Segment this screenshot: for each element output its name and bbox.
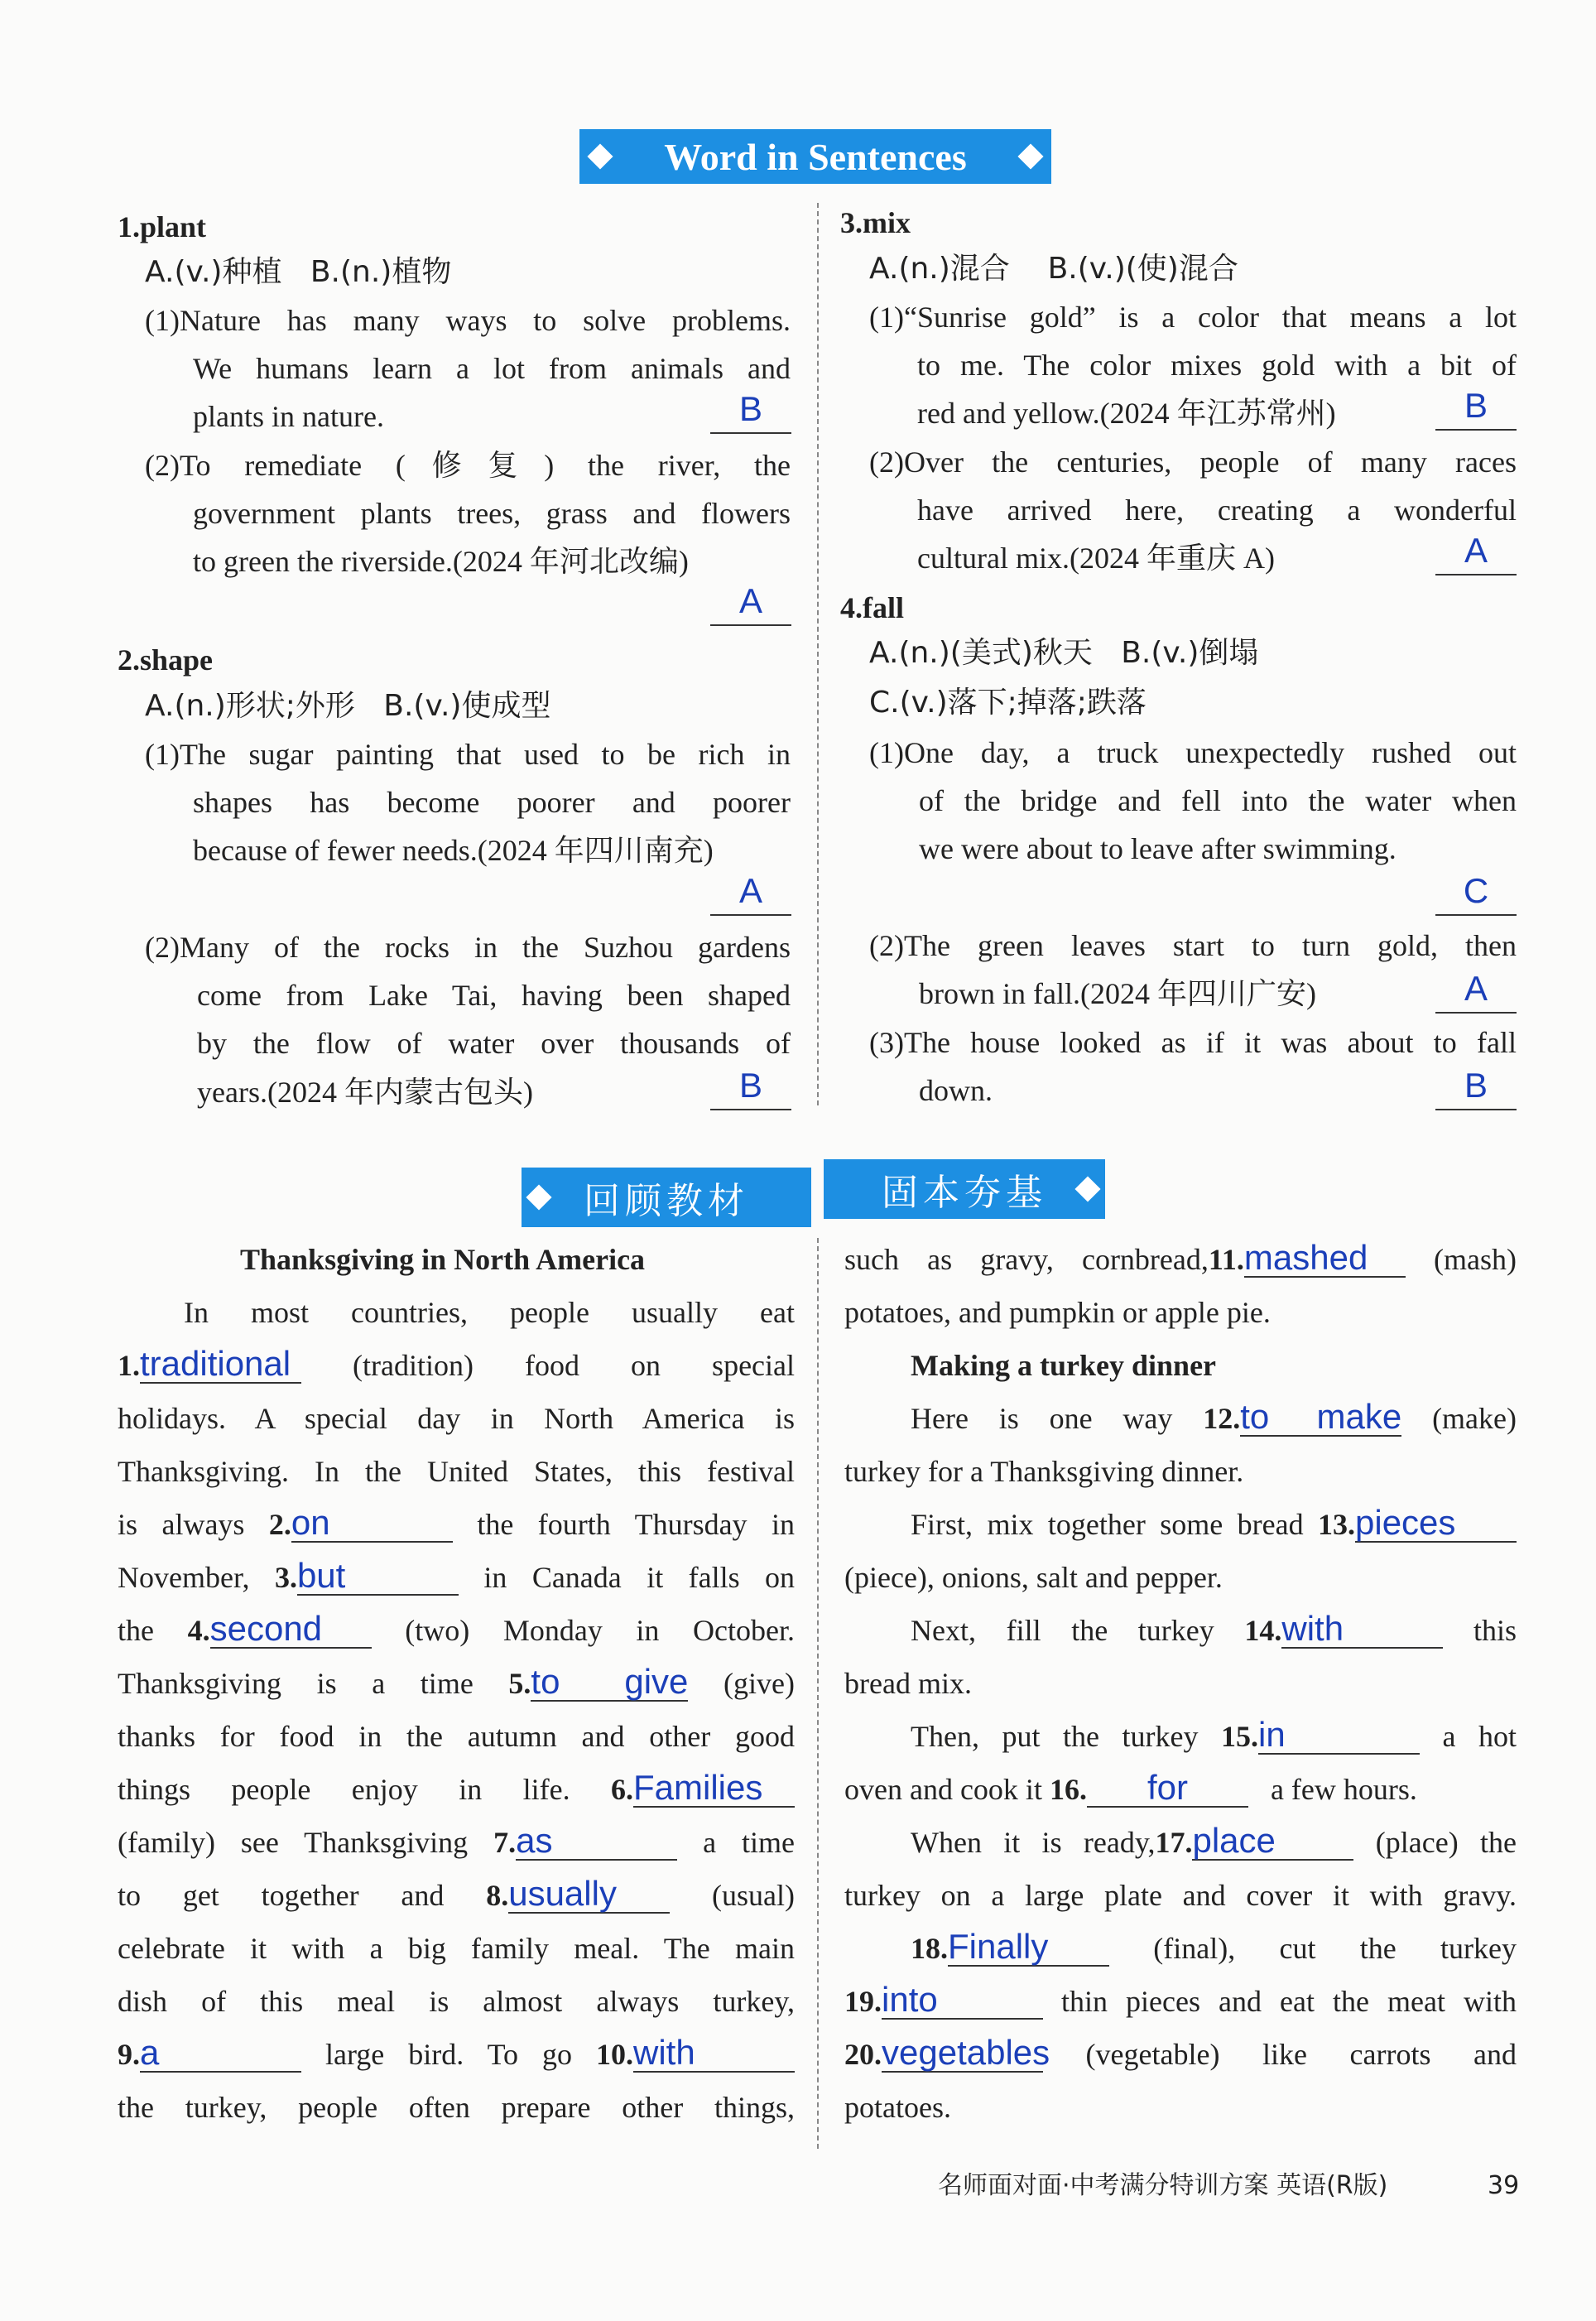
diamond-icon: [526, 1184, 551, 1210]
passage-text: Then, put the turkey: [911, 1720, 1199, 1753]
passage-text: things people enjoy in life.: [118, 1773, 570, 1806]
word-head: 4.fall: [840, 591, 904, 624]
passage-text: Here is one way: [911, 1402, 1173, 1435]
passage-text: When it is ready,: [911, 1826, 1156, 1859]
blank-number: 8.: [486, 1879, 509, 1912]
passage-text: (mash): [1434, 1243, 1517, 1276]
passage-line: bread mix.: [844, 1667, 972, 1700]
answer-blank: vegetables: [882, 2033, 1050, 2072]
sentence-line: government plants trees, grass and flowers: [193, 497, 791, 530]
sentence-line: because of fewer needs.(2024 年四川南充): [193, 834, 714, 867]
sentence-line: (1)The sugar painting that used to be rich in: [145, 738, 791, 771]
sentence-line: come from Lake Tai, having been shaped: [197, 979, 791, 1012]
sentence-line: have arrived here, creating a wonderful: [917, 494, 1517, 527]
passage-text: (usual): [712, 1879, 796, 1912]
blank-number: 16.: [1049, 1773, 1087, 1806]
answer-blank: Families: [633, 1770, 795, 1808]
passage-line: turkey for a Thanksgiving dinner.: [844, 1455, 1244, 1488]
passage-subtitle: Making a turkey dinner: [911, 1349, 1217, 1382]
passage-line: potatoes.: [844, 2091, 951, 2124]
sentence-line: (2)Many of the rocks in the Suzhou gardens: [145, 931, 791, 964]
answer-blank: mashed: [1244, 1240, 1406, 1278]
passage-line: dish of this meal is almost always turkey,: [118, 1985, 795, 2018]
passage-text: oven and cook it: [844, 1773, 1042, 1806]
option: B.(n.)植物: [310, 255, 452, 289]
footer-text: 名师面对面·中考满分特训方案 英语(R版): [938, 2171, 1388, 2200]
option: A.(n.)形状;外形: [145, 689, 355, 723]
passage-line: [844, 1765, 1417, 1813]
sentence-line: red and yellow.(2024 年江苏常州): [917, 397, 1336, 430]
passage-line: [844, 2030, 1517, 2078]
passage-text: large bird. To go: [324, 2038, 573, 2071]
answer-blank: but: [297, 1558, 459, 1596]
passage-text: a time: [703, 1826, 796, 1859]
passage-text: November,: [118, 1561, 250, 1594]
blank-number: 15.: [1220, 1720, 1258, 1753]
answer-blank: Finally: [948, 1929, 1109, 1967]
passage-line: celebrate it with a big family meal. The main: [118, 1932, 795, 1965]
blank-number: 3.: [274, 1561, 297, 1594]
answer: A: [710, 871, 791, 916]
passage-text: to get together and: [118, 1879, 445, 1912]
answer-blank: with: [633, 2034, 795, 2073]
sentence-line: years.(2024 年内蒙古包头): [197, 1076, 533, 1109]
passage-text: thin pieces and eat the meat with: [1061, 1985, 1517, 2018]
review-banner: [522, 1168, 811, 1227]
passage-text: this: [1473, 1614, 1517, 1647]
option: B.(v.)使成型: [383, 689, 551, 723]
sentence-line: (1)Nature has many ways to solve problems.: [145, 304, 791, 337]
sentence-line: (2)To remediate (修复) the river, the: [145, 449, 791, 482]
option: A.(n.)混合: [869, 252, 1010, 286]
answer-blank: on: [291, 1505, 453, 1543]
passage-line: [118, 1871, 795, 1919]
passage-line: [911, 1500, 1517, 1548]
sentence-line: (2)Over the centuries, people of many races: [869, 445, 1517, 479]
passage-line: potatoes, and pumpkin or apple pie.: [844, 1296, 1271, 1329]
passage-line: [118, 1606, 795, 1654]
passage-line: In most countries, people usually eat: [184, 1296, 795, 1329]
diamond-icon: [1017, 143, 1043, 169]
sentence-line: to me. The color mixes gold with a bit of: [917, 349, 1517, 382]
section-banner: [579, 129, 1051, 184]
passage-text: (tradition) food on special: [353, 1349, 796, 1382]
sentence-line: (1)One day, a truck unexpectedly rushed out: [869, 736, 1517, 769]
passage-line: [911, 1712, 1517, 1760]
column-divider: [817, 1238, 819, 2149]
review-banner-2: [824, 1159, 1105, 1219]
passage-line: turkey on a large plate and cover it with gravy.: [844, 1879, 1517, 1912]
sentence-line: (2)The green leaves start to turn gold, then: [869, 929, 1517, 962]
word-options: [145, 248, 658, 296]
answer-blank: into: [882, 1982, 1043, 2020]
passage-line: (piece), onions, salt and pepper.: [844, 1561, 1223, 1594]
passage-text: (family) see Thanksgiving: [118, 1826, 469, 1859]
answer: B: [1435, 386, 1517, 431]
passage-line: [911, 1924, 1517, 1972]
sentence-line: We humans learn a lot from animals and: [193, 352, 791, 385]
answer-blank: traditional: [140, 1346, 301, 1384]
passage-line: [118, 1341, 795, 1389]
passage-text: (place) the: [1375, 1826, 1517, 1859]
passage-text: (vegetable) like carrots and: [1085, 2038, 1517, 2071]
passage-text: (give): [723, 1667, 796, 1700]
blank-number: 1.: [118, 1349, 140, 1382]
blank-number: 5.: [508, 1667, 531, 1700]
section-title: Word in Sentences: [664, 135, 967, 178]
passage-text: First, mix together some bread: [911, 1508, 1304, 1541]
page-number: 39: [1488, 2171, 1520, 2200]
blank-number: 14.: [1244, 1614, 1282, 1647]
answer-blank: in: [1258, 1717, 1420, 1755]
answer-blank: usually: [508, 1876, 670, 1914]
column-divider: [817, 203, 819, 1105]
passage-text: in Canada it falls on: [483, 1561, 796, 1594]
passage-line: [118, 1818, 795, 1866]
answer-blank: to make: [1240, 1397, 1402, 1436]
blank-number: 4.: [187, 1614, 210, 1647]
passage-line: [844, 1977, 1517, 2025]
word-head: 2.shape: [118, 643, 214, 677]
blank-number: 11.: [1208, 1243, 1244, 1276]
sentence-line: of the bridge and fell into the water when: [919, 784, 1517, 817]
passage-line: [118, 2030, 795, 2078]
passage-line: Thanksgiving. In the United States, this festival: [118, 1455, 795, 1488]
sentence-line: plants in nature.: [193, 400, 384, 433]
word-options: [145, 682, 658, 730]
sentence-line: (3)The house looked as if it was about to fall: [869, 1026, 1517, 1059]
blank-number: 9.: [118, 2038, 140, 2071]
passage-line: the turkey, people often prepare other things,: [118, 2091, 795, 2124]
sentence-line: brown in fall.(2024 年四川广安): [919, 977, 1316, 1010]
passage-text: such as gravy, cornbread,: [844, 1243, 1209, 1276]
passage-line: [118, 1553, 795, 1601]
passage-line: holidays. A special day in North America is: [118, 1402, 795, 1435]
passage-line: [118, 1765, 795, 1813]
passage-line: [911, 1606, 1517, 1654]
sentence-line: (1)“Sunrise gold” is a color that means a lot: [869, 301, 1517, 334]
answer-blank: pieces: [1355, 1505, 1517, 1543]
sentence-line: we were about to leave after swimming.: [919, 832, 1396, 865]
answer-blank: as: [516, 1823, 677, 1861]
passage-text: (make): [1432, 1402, 1517, 1435]
sentence-line: to green the riverside.(2024 年河北改编): [193, 545, 689, 578]
passage-text: a few hours.: [1270, 1773, 1417, 1806]
passage-line: [844, 1235, 1517, 1283]
blank-number: 6.: [611, 1773, 633, 1806]
option: B.(v.)(使)混合: [1047, 252, 1238, 286]
blank-number: 20.: [844, 2038, 882, 2071]
option: A.(n.)(美式)秋天: [869, 636, 1093, 670]
blank-number: 18.: [911, 1932, 948, 1965]
review-banner-right: 固本夯基: [882, 1172, 1047, 1214]
passage-title: Thanksgiving in North America: [240, 1243, 646, 1276]
answer: A: [710, 581, 791, 626]
passage-line: [911, 1818, 1517, 1866]
passage-text: Next, fill the turkey: [911, 1614, 1214, 1647]
option: C.(v.)落下;掉落;跌落: [869, 686, 1147, 720]
passage-text: (final), cut the turkey: [1153, 1932, 1517, 1965]
passage-text: the: [118, 1614, 154, 1647]
passage-line: [911, 1394, 1517, 1442]
sentence-line: down.: [919, 1074, 993, 1107]
sentence-line: by the flow of water over thousands of: [197, 1027, 791, 1060]
answer: A: [1435, 969, 1517, 1014]
blank-number: 10.: [596, 2038, 634, 2071]
answer: C: [1435, 871, 1517, 916]
review-banner-left: 回顾教材: [584, 1180, 749, 1222]
passage-text: is always: [118, 1508, 245, 1541]
diamond-icon: [1074, 1176, 1100, 1201]
diamond-icon: [587, 143, 613, 169]
blank-number: 12.: [1203, 1402, 1241, 1435]
answer-blank: with: [1281, 1611, 1443, 1649]
blank-number: 19.: [844, 1985, 882, 2018]
passage-text: Thanksgiving is a time: [118, 1667, 474, 1700]
answer-blank: a: [140, 2034, 301, 2073]
answer: A: [1435, 531, 1517, 575]
sentence-line: shapes has become poorer and poorer: [193, 786, 791, 819]
word-head: 1.plant: [118, 210, 207, 243]
word-options: [869, 629, 1515, 677]
answer-blank: place: [1192, 1823, 1353, 1861]
word-options: [869, 245, 1498, 293]
answer: B: [710, 1066, 791, 1110]
passage-text: (two) Monday in October.: [405, 1614, 796, 1647]
answer-blank: to give: [531, 1662, 689, 1701]
blank-number: 2.: [268, 1508, 291, 1541]
answer: B: [710, 389, 791, 434]
blank-number: 13.: [1318, 1508, 1355, 1541]
answer: B: [1435, 1066, 1517, 1110]
passage-text: the fourth Thursday in: [477, 1508, 796, 1541]
word-head: 3.mix: [840, 206, 911, 239]
option: B.(v.)倒塌: [1121, 636, 1259, 670]
passage-line: [118, 1500, 795, 1548]
answer-blank: second: [210, 1611, 372, 1649]
answer-blank: for: [1087, 1770, 1248, 1808]
blank-number: 7.: [493, 1826, 517, 1859]
blank-number: 17.: [1155, 1826, 1193, 1859]
passage-line: thanks for food in the autumn and other good: [118, 1720, 795, 1753]
option: A.(v.)种植: [145, 255, 282, 289]
sentence-line: cultural mix.(2024 年重庆 A): [917, 542, 1275, 575]
passage-text: a hot: [1442, 1720, 1517, 1753]
passage-line: [118, 1659, 795, 1707]
